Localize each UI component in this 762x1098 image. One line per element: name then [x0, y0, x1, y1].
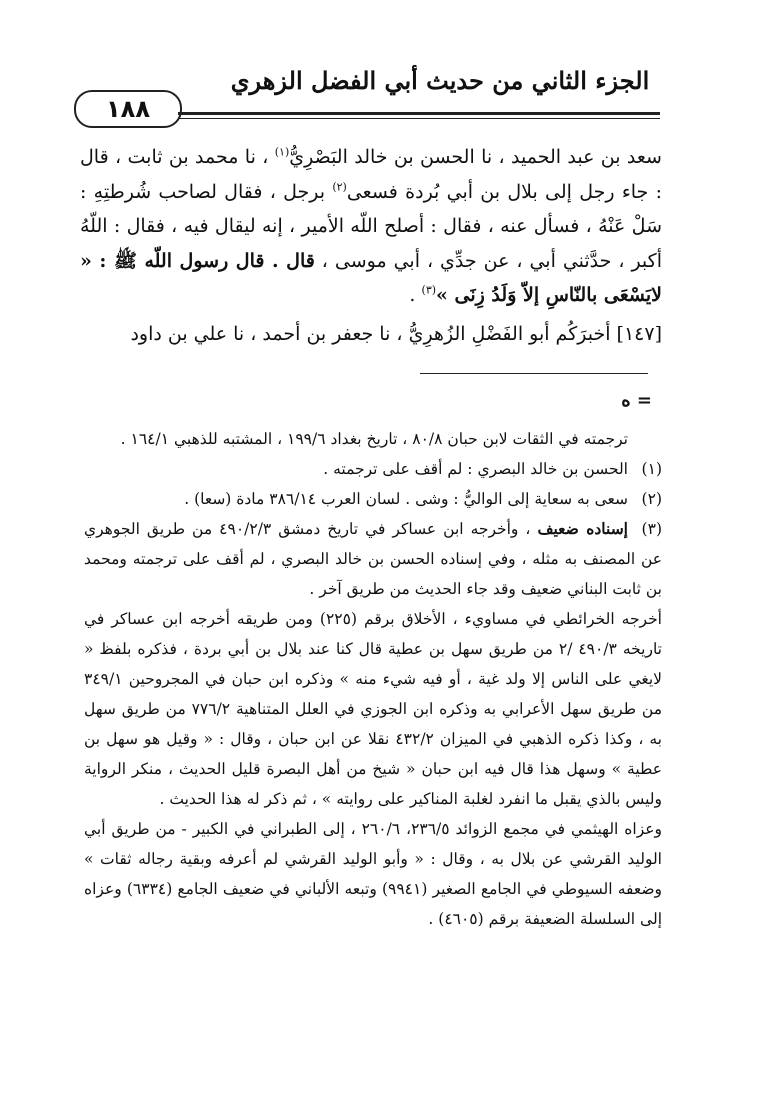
main-text — [80, 140, 662, 351]
page-header — [60, 60, 660, 123]
footnote-paragraph: وعزاه الهيثمي في مجمع الزوائد ٢٣٦/٥، ٢٦٠/٦ ، إلى الطبراني في الكبير - من طريق أبي الوليد القرشي عن بلال به ، وقال : « وأبو الوليد القرشي لم أعرفه وبقية رجاله ثقات » وضعفه السيوطي في الجامع الصغير (٩٩٤١) وتبعه الألباني في ضعيف الجامع (٦٣٣٤) وعزاه إلى السلسلة الضعيفة برقم (٤٦٠٥) . — [84, 820, 663, 928]
footnote-2: (٢)سعى به سعاية إلى الواليُّ : وشى . لسان العرب ٣٨٦/١٤ مادة (سعا) . — [184, 490, 662, 508]
hadith-number: [١٤٧] — [616, 322, 662, 345]
footnote-paragraph: أخرجه الخرائطي في مساويء ، الأخلاق برقم (٢٢٥) ومن طريقه أخرجه ابن عساكر في تاريخه ٤٩٠/٣ /٢ من طريق سهل بن عطية قال كنا عند بلال بن أبي بردة ، فذكره بلفظ « لايغي على الناس إلا ولد غية ، أو فيه شيء منه » وذكره ابن حبان في المجروحين ٣٤٩/١ من طريق سهل الأعرابي به وذكره ابن الجوزي في العلل المتناهية ٧٧٦/٢ من طريق سهل به ، وكذا ذكره الذهبي في الميزان ٤٣٢/٢ نقلا عن ابن حبان ، وقال : « وقيل هو سهل بن عطية » وسهل هذا قال فيه ابن حبان « شيخ من أهل البصرة قليل الحديث ، منكر الرواية وليس بالذي يقبل ما انفرد لغلبة المناكير على روايته » ، ثم ذكر له هذا الحديث . — [84, 610, 663, 808]
page-number: ١٨٨ — [106, 95, 150, 123]
footnote-ref: (٣) — [421, 283, 437, 297]
footnote-ref: (٢) — [332, 180, 347, 194]
continuation-marker: = ه — [621, 390, 652, 411]
hadith-147: [١٤٧] أخبرَكُم أبو الفَضْلِ الزُهرِيُّ ، نا جعفر بن أحمد ، نا علي بن داود — [130, 322, 662, 345]
footnote-3: (٣)إسناده ضعيف ، وأخرجه ابن عساكر في تاريخ دمشق ٤٩٠/٢/٣ من طريق الجوهري عن المصنف به مثله ، وفي إسناده الحسن بن خالد البصري ، لم أقف على ترجمته ومحمد بن ثابت البناني ضعيف وقد جاء الحديث من طريق آخر . — [84, 519, 662, 598]
text-line: سعد بن عبد الحميد ، نا الحسن بن خالد البَصْرِيُّ$^{(١)}$ ، نا محمد بن ثابت ، قال : جاء رجل إلى بلال بن أبي بُردة فسعى$^{(٢)}$ برجل ، فقال لصاحب شُرطتِهِ : سَلْ عَنْهُ ، فسأل عنه ، فقال : أصلح اللّه الأمير ، إنه ليقال فيه ، فقال : اللّهُ أكبر ، حدَّثني أبي ، عن جدِّي ، أبي موسى ، قال . قال رسول اللّه ﷺ : « لايَسْعَى بالنّاسِ إلاّ وَلَدُ زِنَى »$^{(٣)}$ . — [80, 145, 662, 306]
page-number-badge — [74, 90, 182, 128]
footnote-ref: (١) — [274, 145, 290, 159]
header-rule — [178, 112, 660, 115]
running-title: الجزء الثاني من حديث أبي الفضل الزهري — [230, 66, 650, 95]
hadith-text: قال . قال رسول اللّه ﷺ : « لايَسْعَى بالنّاسِ إلاّ وَلَدُ زِنَى » — [80, 249, 662, 306]
header-rule-thin — [178, 118, 660, 119]
footnotes — [84, 424, 662, 934]
footnote-separator — [420, 373, 648, 374]
footnote-continuation: ترجمته في الثقات لابن حبان ٨٠/٨ ، تاريخ بغداد ١٩٩/٦ ، المشتبه للذهبي ١٦٤/١ . — [120, 430, 628, 448]
footnote-1: (١)الحسن بن خالد البصري : لم أقف على ترجمته . — [323, 460, 662, 478]
